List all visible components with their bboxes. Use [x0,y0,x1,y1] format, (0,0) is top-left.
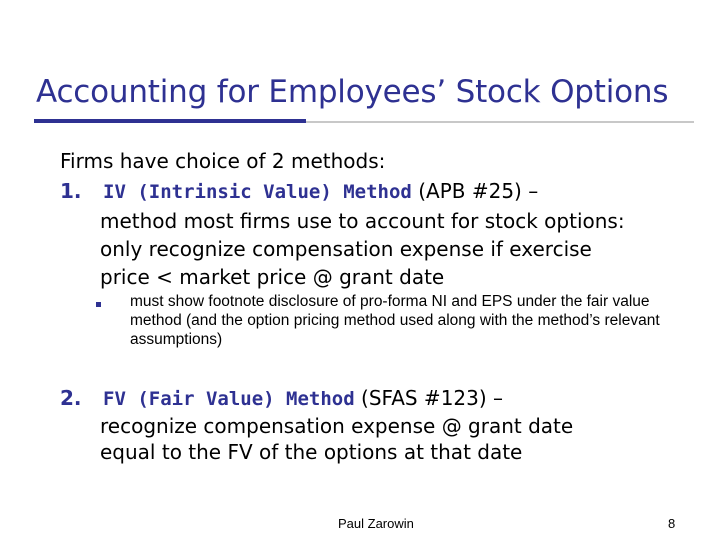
item-number: 1. [60,179,82,203]
slide-title: Accounting for Employees’ Stock Options [36,74,669,110]
item-line: equal to the FV of the options at that date [100,440,523,464]
method-name: FV (Fair Value) Method [103,388,355,410]
method-reference: (SFAS #123) – [354,386,504,410]
item-line: method most firms use to account for stock options: [100,209,625,233]
sub-bullet-text: must show footnote disclosure of pro-forma NI and EPS under the fair value method (and the option pricing method used along with the method’s relevant assumptions) [130,293,660,348]
item-heading [103,176,538,207]
square-bullet-icon [96,302,101,307]
footer-author: Paul Zarowin [338,516,414,531]
item-number: 2. [60,386,82,410]
item-line: price < market price @ grant date [100,265,445,289]
method-reference: (APB #25) – [411,179,539,203]
page-number: 8 [668,516,676,531]
method-name: IV (Intrinsic Value) Method [103,181,412,203]
intro-text: Firms have choice of 2 methods: [60,149,386,173]
item-line: only recognize compensation expense if exercise [100,237,592,261]
item-line: recognize compensation expense @ grant date [100,414,574,438]
item-heading [103,383,503,414]
title-accent-bar [34,119,306,123]
